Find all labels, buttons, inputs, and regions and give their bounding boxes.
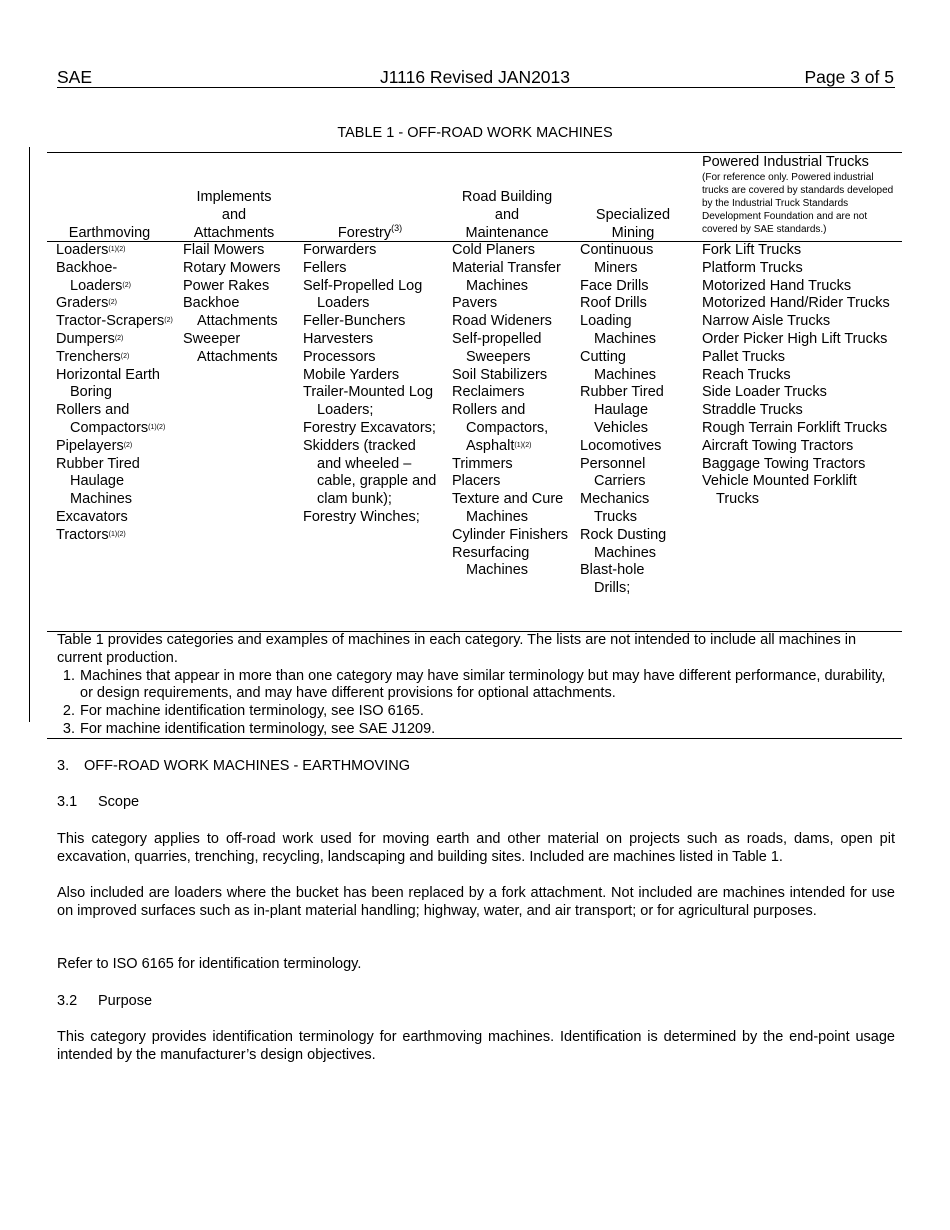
header-left: SAE xyxy=(57,67,93,87)
table-caption: TABLE 1 - OFF-ROAD WORK MACHINES xyxy=(337,125,613,141)
list-item: Narrow Aisle Trucks xyxy=(702,313,831,330)
list-item: Blast-hole Drills; xyxy=(580,562,645,597)
list-item: Fork Lift Trucks xyxy=(702,242,802,258)
col-header-mining: Specialized Mining xyxy=(595,207,671,241)
list-item: Backhoe Attachments xyxy=(183,295,278,330)
list-item: Rubber Tired Haulage Vehicles xyxy=(580,384,664,436)
list-item: Side Loader Trucks xyxy=(702,384,827,401)
list-item: Dumpers$^{(2)}$ xyxy=(56,330,124,347)
list-item: Reclaimers xyxy=(452,384,525,401)
col-forestry xyxy=(303,242,443,527)
list-item: Straddle Trucks xyxy=(702,402,803,419)
list-item: Graders$^{(2)}$ xyxy=(56,295,117,312)
list-item: Pallet Trucks xyxy=(702,348,785,365)
list-item: Pavers xyxy=(452,295,498,312)
document-id: J1116 Revised JAN2013 xyxy=(379,67,571,87)
table-notes-intro: Table 1 provides categories and examples of machines in each category. The lists are not intended to include all machines in current production. xyxy=(57,632,857,666)
list-item: Forwarders xyxy=(303,242,377,258)
table-notes xyxy=(57,632,897,739)
list-item: Vehicle Mounted Forklift Trucks xyxy=(702,473,857,508)
col-earthmoving xyxy=(56,242,174,545)
list-item: Personnel Carriers xyxy=(580,455,646,490)
list-item: Mobile Yarders xyxy=(303,366,400,383)
list-item: Road Wideners xyxy=(452,313,552,330)
list-item: Mechanics Trucks xyxy=(580,491,650,525)
list-item: Order Picker High Lift Trucks xyxy=(702,330,888,347)
paragraph-included: Also included are loaders where the bucket has been replaced by a fork attachment. Not included are machines intended for use on improved surfaces such as in-plant material handling; highway, water, and air transport; or for agricultural purposes. xyxy=(57,885,895,919)
list-item: Rubber Tired Haulage Machines xyxy=(56,455,140,508)
table-note: 2. For machine identification terminology, see ISO 6165. xyxy=(79,703,897,721)
list-item: Resurfacing Machines xyxy=(452,544,530,579)
list-item: Self-propelled Sweepers xyxy=(452,330,542,365)
section-3-2-heading: 3.2 Purpose xyxy=(57,993,153,1009)
list-item: Flail Mowers xyxy=(183,242,265,258)
list-item: Fellers xyxy=(303,259,347,276)
list-item: Tractor-Scrapers$^{(2)}$ xyxy=(56,313,173,330)
list-item: Horizontal Earth Boring xyxy=(56,366,160,401)
col-header-implements: Implements and Attachments xyxy=(193,189,275,241)
col-industrial-trucks xyxy=(702,242,898,509)
col-road-building xyxy=(452,242,570,580)
list-item: Rotary Mowers xyxy=(183,259,281,276)
table-note: 1. Machines that appear in more than one category may have similar terminology but may have different performance, durability, or design requirements, and may have different provisions for optional attachments. xyxy=(79,668,897,704)
list-item: Rollers and Compactors$^{(1)(2)}$ xyxy=(56,402,166,436)
paragraph-scope: This category applies to off-road work used for moving earth and other material on projects such as roads, dams, open pit excavation, quarries, trenching, recycling, landscaping and building sites. Included are machines listed in Table 1. xyxy=(57,831,895,865)
list-item: Continuous Miners xyxy=(580,242,654,276)
list-item: Excavators xyxy=(56,508,128,525)
page-number: Page 3 of 5 xyxy=(804,67,894,87)
list-item: Harvesters xyxy=(303,330,374,347)
list-item: Power Rakes xyxy=(183,277,270,294)
col-header-earthmoving: Earthmoving xyxy=(68,225,151,241)
list-item: Aircraft Towing Tractors xyxy=(702,437,854,454)
list-item: Cutting Machines xyxy=(580,348,657,383)
list-item: Backhoe-Loaders$^{(2)}$ xyxy=(56,259,131,294)
list-item: Loading Machines xyxy=(580,313,657,347)
list-item: Loaders$^{(1)(2)}$ xyxy=(56,242,126,258)
revision-change-bar xyxy=(29,147,30,722)
list-item: Cylinder Finishers xyxy=(452,526,569,543)
list-item: Soil Stabilizers xyxy=(452,366,548,383)
section-3-1-heading: 3.1 Scope xyxy=(57,794,140,810)
col-header-road-building: Road Building and Maintenance xyxy=(461,189,553,241)
col-header-forestry: Forestry$^{(3)}$ xyxy=(337,223,403,241)
list-item: Texture and Cure Machines xyxy=(452,491,564,525)
header-rule xyxy=(57,87,895,88)
list-item: Face Drills xyxy=(580,277,649,294)
list-item: Trenchers$^{(2)}$ xyxy=(56,348,130,365)
list-item: Rough Terrain Forklift Trucks xyxy=(702,419,888,436)
table-note: 3. For machine identification terminology, see SAE J1209. xyxy=(79,721,897,739)
list-item: Rock Dusting Machines xyxy=(580,526,667,561)
section-3-heading: 3. OFF-ROAD WORK MACHINES - EARTHMOVING xyxy=(57,758,410,774)
list-item: Trimmers xyxy=(452,455,513,472)
list-item: Motorized Hand Trucks xyxy=(702,277,852,294)
list-item: Tractors$^{(1)(2)}$ xyxy=(56,526,126,543)
list-item: Motorized Hand/Rider Trucks xyxy=(702,295,890,312)
list-item: Placers xyxy=(452,473,501,490)
list-item: Forestry Excavators; xyxy=(303,419,436,436)
list-item: Pipelayers$^{(2)}$ xyxy=(56,437,133,454)
list-item: Locomotives xyxy=(580,437,662,454)
list-item: Reach Trucks xyxy=(702,366,791,383)
list-item: Cold Planers xyxy=(452,242,536,258)
list-item: Skidders (tracked and wheeled – cable, grapple and clam bunk); xyxy=(303,437,437,508)
col-header-industrial-trucks: Powered Industrial Trucks (For reference only. Powered industrial trucks are covered by standards developed by the Industrial Truck Standards Development Foundation and are not covered by SAE standards.) xyxy=(702,154,894,235)
list-item: Trailer-Mounted Log Loaders; xyxy=(303,384,434,419)
paragraph-purpose: This category provides identification terminology for earthmoving machines. Identification is determined by the end-point usage intended by the manufacturer’s design objectives. xyxy=(57,1029,895,1063)
list-item: Baggage Towing Tractors xyxy=(702,455,866,472)
col-implements xyxy=(183,242,295,367)
list-item: Self-Propelled Log Loaders xyxy=(303,277,423,312)
list-item: Roof Drills xyxy=(580,295,647,312)
paragraph-refer: Refer to ISO 6165 for identification terminology. xyxy=(57,956,362,972)
list-item: Sweeper Attachments xyxy=(183,330,278,365)
list-item: Feller-Bunchers xyxy=(303,313,406,330)
list-item: Processors xyxy=(303,348,376,365)
list-item: Platform Trucks xyxy=(702,259,803,276)
col-mining xyxy=(580,242,684,598)
list-item: Rollers and Compactors, Asphalt$^{(1)(2)}$ xyxy=(452,402,549,454)
list-item: Forestry Winches; xyxy=(303,508,420,525)
list-item: Material Transfer Machines xyxy=(452,259,561,294)
